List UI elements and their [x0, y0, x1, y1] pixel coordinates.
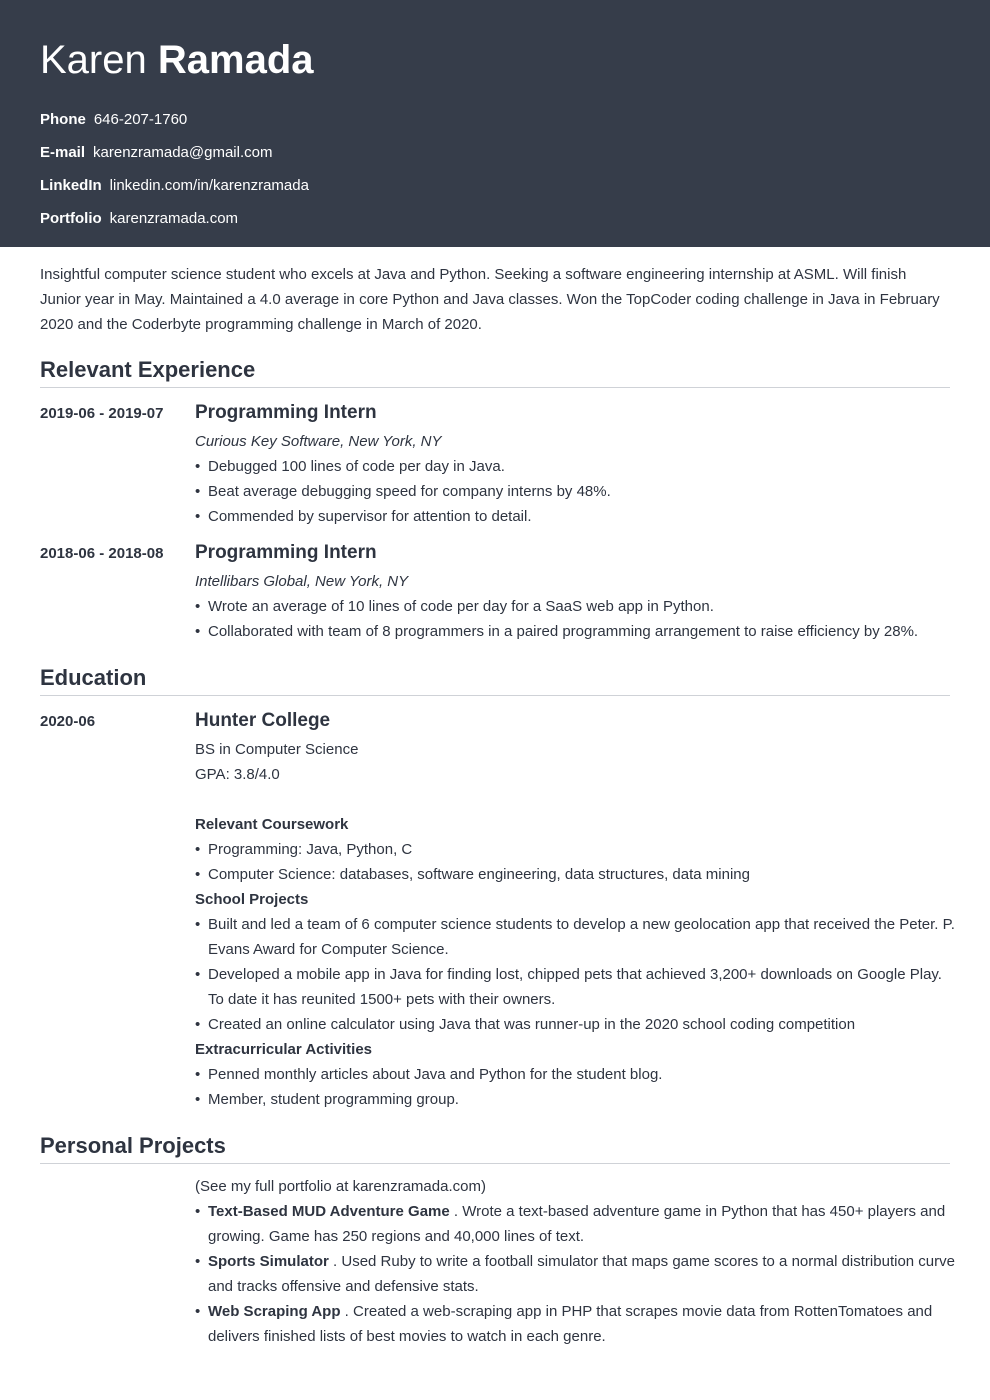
job-company: Intellibars Global, New York, NY	[195, 573, 409, 590]
job-bullets	[195, 454, 955, 529]
list-item: • Commended by supervisor for attention to detail.	[195, 504, 955, 529]
degree: BS in Computer Science	[195, 741, 359, 758]
project-name: Web Scraping App	[208, 1303, 341, 1320]
section-title-education: Education	[40, 664, 950, 696]
job-bullets	[195, 594, 955, 644]
candidate-name	[40, 36, 314, 84]
contact-label: LinkedIn	[40, 177, 102, 194]
job-company: Curious Key Software, New York, NY	[195, 433, 442, 450]
list-item	[195, 1299, 955, 1349]
contact-phone	[40, 110, 187, 130]
contact-value: karenzramada.com	[109, 210, 239, 227]
job-dates: 2018-06 - 2018-08	[40, 545, 164, 562]
contact-label: Portfolio	[40, 210, 102, 227]
list-item: • Member, student programming group.	[195, 1087, 955, 1112]
first-name: Karen	[40, 38, 147, 82]
contact-email	[40, 143, 272, 163]
list-item: • Collaborated with team of 8 programmers in a paired programming arrangement to raise efficiency by 28%.	[195, 619, 955, 644]
portfolio-note: (See my full portfolio at karenzramada.com)	[195, 1178, 486, 1195]
education-date: 2020-06	[40, 713, 96, 730]
contact-portfolio	[40, 209, 238, 229]
job-entry	[195, 540, 955, 644]
list-item: • Developed a mobile app in Java for finding lost, chipped pets that achieved 3,200+ downloads on Google Play. To date it has reunited 1500+ pets with their owners.	[195, 962, 955, 1012]
activities-list	[195, 1062, 955, 1112]
personal-projects-entry	[195, 1174, 955, 1349]
list-item: • Created an online calculator using Java that was runner-up in the 2020 school coding competition	[195, 1012, 955, 1037]
list-item	[195, 1199, 955, 1249]
school-name: Hunter College	[195, 710, 331, 731]
school-projects-list	[195, 912, 955, 1037]
education-entry	[195, 708, 955, 1112]
job-dates: 2019-06 - 2019-07	[40, 405, 164, 422]
school-projects-heading: School Projects	[195, 891, 309, 908]
spacer	[195, 787, 955, 812]
activities-heading: Extracurricular Activities	[195, 1041, 373, 1058]
section-title-experience: Relevant Experience	[40, 356, 950, 388]
list-item: • Wrote an average of 10 lines of code per day for a SaaS web app in Python.	[195, 594, 955, 619]
job-entry	[195, 400, 955, 529]
personal-projects-list	[195, 1199, 955, 1349]
list-item: • Programming: Java, Python, C	[195, 837, 955, 862]
contact-label: E-mail	[40, 144, 86, 161]
contact-value: karenzramada@gmail.com	[93, 144, 273, 161]
list-item: • Debugged 100 lines of code per day in Java.	[195, 454, 955, 479]
job-title: Programming Intern	[195, 402, 377, 423]
list-item	[195, 1249, 955, 1299]
coursework-heading: Relevant Coursework	[195, 816, 349, 833]
contact-label: Phone	[40, 111, 86, 128]
last-name: Ramada	[157, 38, 314, 82]
project-description: . Used Ruby to write a football simulator that maps game scores to a normal distribution curve and tracks offensive and defensive stats.	[208, 1253, 955, 1295]
list-item: • Penned monthly articles about Java and Python for the student blog.	[195, 1062, 955, 1087]
project-name: Sports Simulator	[208, 1253, 329, 1270]
project-description: . Wrote a text-based adventure game in Python that has 450+ players and growing. Game has 250 regions and 40,000 lines of text.	[208, 1203, 946, 1245]
gpa: GPA: 3.8/4.0	[195, 766, 280, 783]
section-title-personal-projects: Personal Projects	[40, 1132, 950, 1164]
job-title: Programming Intern	[195, 542, 377, 563]
contact-value: 646-207-1760	[93, 111, 188, 128]
contact-linkedin	[40, 176, 309, 196]
coursework-list	[195, 837, 955, 887]
summary-text: Insightful computer science student who excels at Java and Python. Seeking a software engineering internship at ASML. Will finish Junior year in May. Maintained a 4.0 average in core Python and Java classes. Won the TopCoder coding challenge in Java in February 2020 and the Coderbyte programming challenge in March of 2020.	[40, 266, 940, 333]
list-item: • Computer Science: databases, software engineering, data structures, data mining	[195, 862, 955, 887]
contact-value: linkedin.com/in/karenzramada	[109, 177, 309, 194]
project-name: Text-Based MUD Adventure Game	[208, 1203, 450, 1220]
list-item: • Built and led a team of 6 computer science students to develop a new geolocation app that received the Peter. P. Evans Award for Computer Science.	[195, 912, 955, 962]
resume-header	[0, 0, 990, 247]
project-description: . Created a web-scraping app in PHP that scrapes movie data from RottenTomatoes and delivers finished lists of best movies to watch in each genre.	[208, 1303, 933, 1345]
list-item: • Beat average debugging speed for company interns by 48%.	[195, 479, 955, 504]
